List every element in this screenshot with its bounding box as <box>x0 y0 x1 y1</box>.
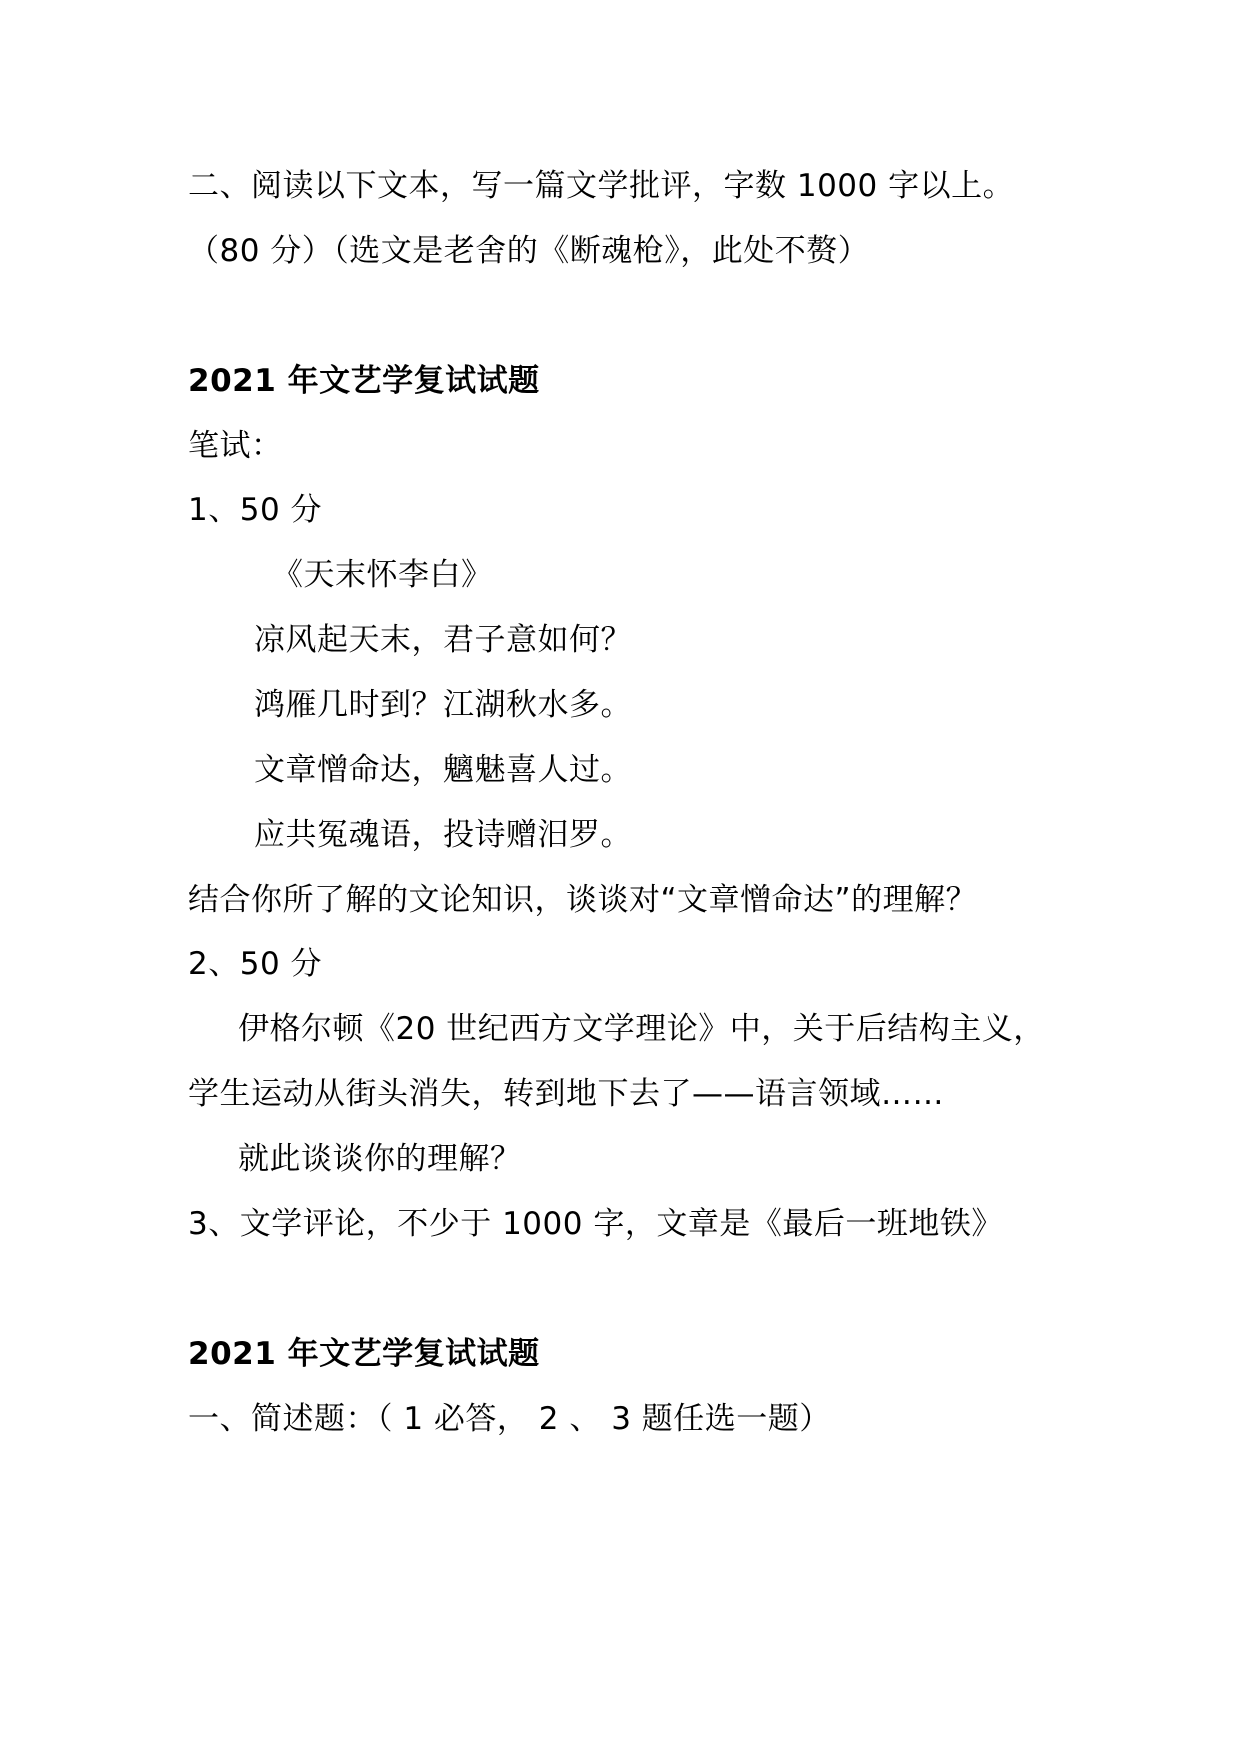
section-two-prompt: 二、阅读以下文本，写一篇文学批评，字数 1000 字以上。 <box>188 168 1015 204</box>
written-exam-label: 笔试： <box>188 428 283 464</box>
question-2-text-line-1: 伊格尔顿《20 世纪西方文学理论》中，关于后结构主义， <box>238 1011 1045 1047</box>
section-one-title: 一、简述题：（ 1 必答， 2 、 3 题任选一题） <box>188 1401 831 1437</box>
poem-line: 凉风起天末，君子意如何？ <box>254 622 632 658</box>
poem-line: 应共冤魂语，投诗赠汨罗。 <box>254 817 632 853</box>
question-2-text-line-2: 学生运动从街头消失，转到地下去了——语言领域…… <box>188 1076 944 1112</box>
poem-title: 《天末怀李白》 <box>272 557 493 593</box>
section-two-note: （80 分）（选文是老舍的《断魂枪》，此处不赘） <box>188 233 870 269</box>
exam-heading-2021-a: 2021 年文艺学复试试题 <box>188 363 540 399</box>
question-3-text: 3、文学评论，不少于 1000 字，文章是《最后一班地铁》 <box>188 1206 1003 1242</box>
question-1-label: 1、50 分 <box>188 492 323 528</box>
poem-line: 鸿雁几时到？江湖秋水多。 <box>254 687 632 723</box>
question-2-label: 2、50 分 <box>188 946 323 982</box>
question-2-prompt: 就此谈谈你的理解？ <box>238 1141 522 1177</box>
exam-heading-2021-b: 2021 年文艺学复试试题 <box>188 1336 540 1372</box>
poem-line: 文章憎命达，魑魅喜人过。 <box>254 752 632 788</box>
question-1-text: 结合你所了解的文论知识，谈谈对“文章憎命达”的理解？ <box>188 882 978 918</box>
